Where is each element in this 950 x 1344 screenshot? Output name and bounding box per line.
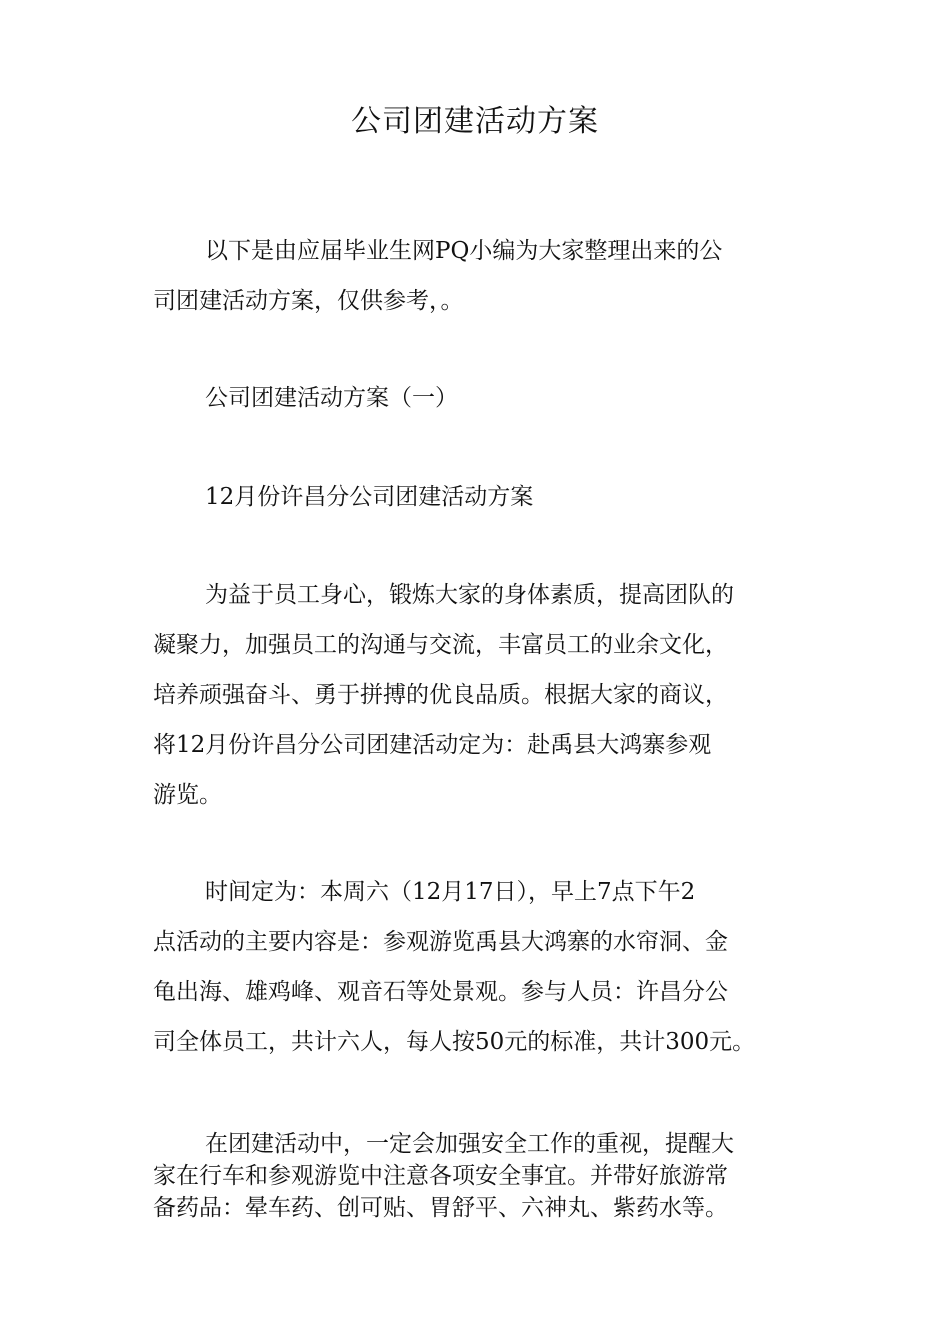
paragraph-line: 培养顽强奋斗、勇于拼搏的优良品质。根据大家的商议， — [153, 682, 728, 708]
schedule-paragraph — [153, 867, 813, 1067]
paragraph-line: 凝聚力，加强员工的沟通与交流，丰富员工的业余文化， — [153, 632, 728, 658]
document-title: 公司团建活动方案 — [351, 104, 599, 139]
paragraph-line: 司全体员工，共计六人，每人按50元的标准，共计300元。 — [153, 1029, 756, 1055]
paragraph-line: 家在行车和参观游览中注意各项安全事宜。并带好旅游常 — [153, 1163, 728, 1189]
paragraph-line: 龟出海、雄鸡峰、观音石等处景观。参与人员：许昌分公 — [153, 979, 728, 1005]
paragraph-line: 为益于员工身心，锻炼大家的身体素质，提高团队的 — [205, 582, 734, 608]
paragraph-line: 以下是由应届毕业生网PQ小编为大家整理出来的公 — [205, 238, 723, 264]
paragraph-line: 公司团建活动方案（一） — [205, 385, 458, 411]
paragraph-line: 司团建活动方案，仅供参考，。 — [153, 288, 464, 314]
paragraph-line: 时间定为：本周六（12月17日），早上7点下午2 — [205, 879, 696, 905]
paragraph-line: 点活动的主要内容是：参观游览禹县大鸿寨的水帘洞、金 — [153, 929, 728, 955]
paragraph-line: 12月份许昌分公司团建活动方案 — [205, 484, 534, 510]
paragraph-line: 在团建活动中，一定会加强安全工作的重视，提醒大 — [205, 1131, 734, 1157]
purpose-paragraph — [153, 570, 813, 820]
intro-paragraph — [153, 226, 813, 326]
paragraph-line: 将12月份许昌分公司团建活动定为：赴禹县大鸿寨参观 — [153, 732, 712, 758]
section-heading-plan-one — [153, 373, 813, 423]
section-heading-december-plan — [153, 472, 813, 522]
paragraph-line: 备药品：晕车药、创可贴、胃舒平、六神丸、紫药水等。 — [153, 1195, 728, 1221]
paragraph-line: 游览。 — [153, 782, 222, 808]
safety-paragraph — [153, 1128, 813, 1224]
